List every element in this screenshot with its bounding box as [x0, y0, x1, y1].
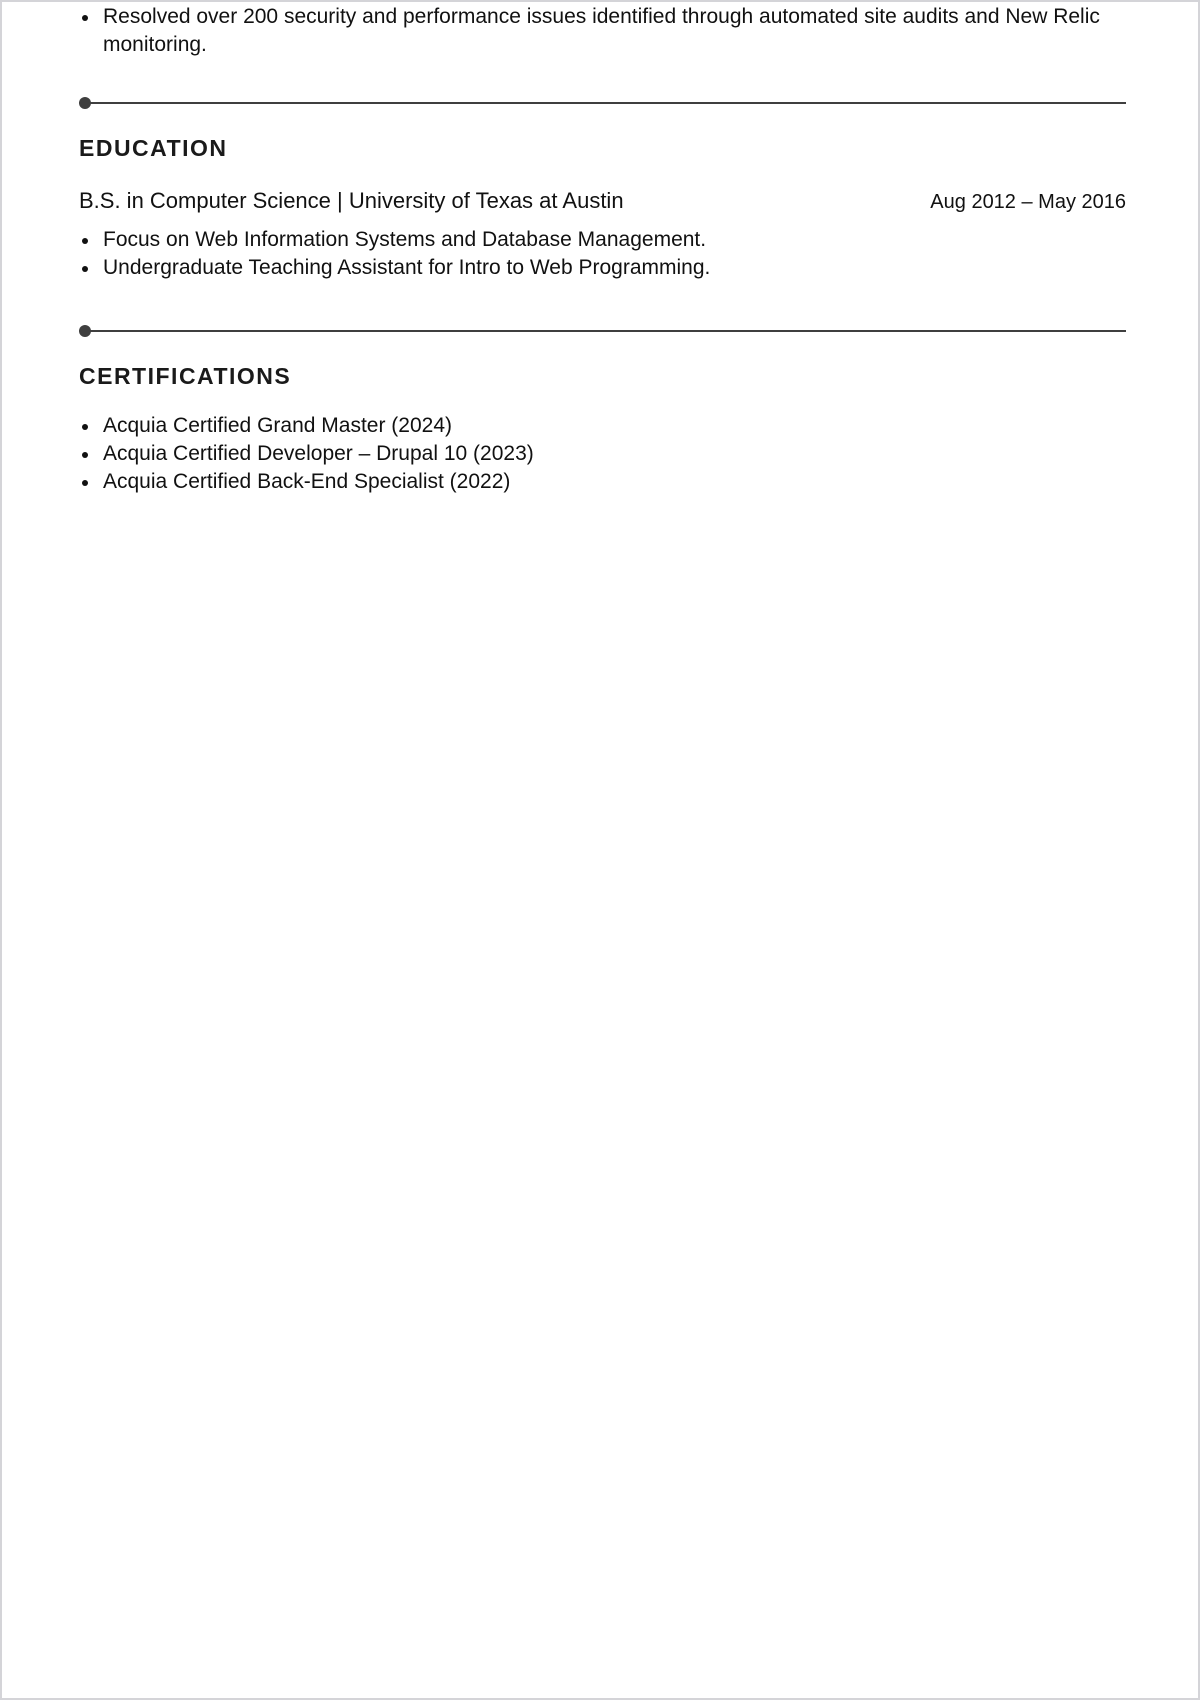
certification-item: Acquia Certified Back-End Specialist (2022)	[79, 468, 1126, 496]
education-heading: EDUCATION	[79, 135, 228, 161]
divider-line	[85, 330, 1126, 332]
certification-item: Acquia Certified Developer – Drupal 10 (2023)	[79, 440, 1126, 468]
education-dates: Aug 2012 – May 2016	[930, 191, 1126, 213]
degree-title: B.S. in Computer Science | University of Texas at Austin	[79, 188, 624, 213]
section-divider	[79, 97, 1126, 109]
education-bullet: Focus on Web Information Systems and Database Management.	[79, 226, 1126, 254]
certifications-heading: CERTIFICATIONS	[79, 363, 292, 389]
divider-line	[85, 102, 1126, 104]
certifications-list	[79, 412, 1126, 496]
experience-bullet: Resolved over 200 security and performance issues identified through automated site audits and New Relic monitoring.	[79, 3, 1126, 59]
education-bullet-list	[79, 226, 1126, 282]
section-divider	[79, 325, 1126, 337]
education-entry-header	[79, 188, 1126, 214]
certification-item: Acquia Certified Grand Master (2024)	[79, 412, 1126, 440]
education-bullet: Undergraduate Teaching Assistant for Intro to Web Programming.	[79, 254, 1126, 282]
experience-bullet-list	[79, 3, 1126, 59]
